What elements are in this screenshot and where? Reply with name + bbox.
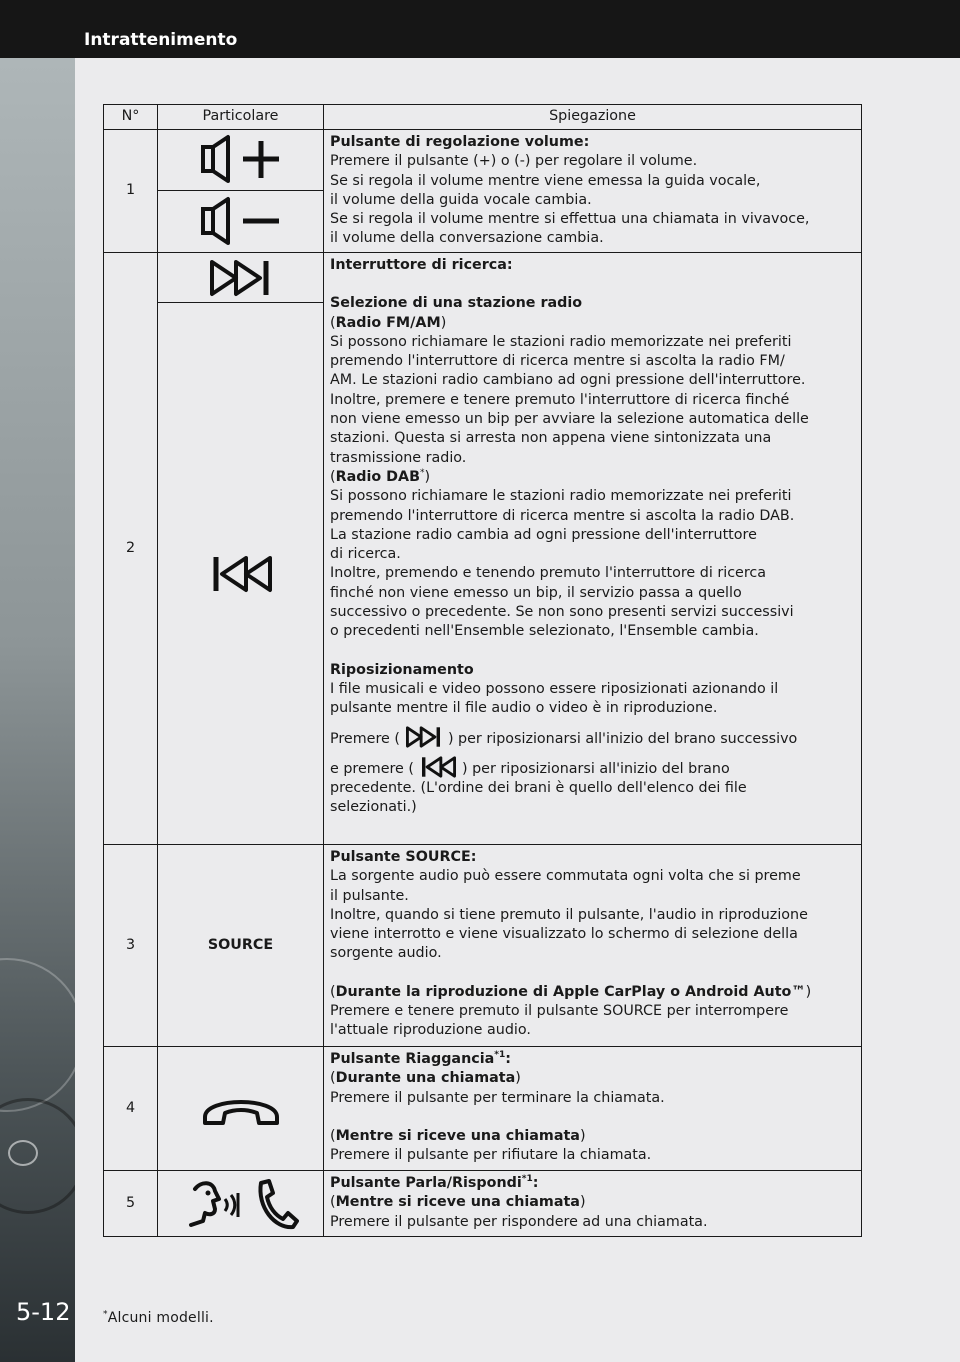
text-line: Pulsante di regolazione volume: [330, 134, 590, 150]
part-cell [158, 253, 324, 303]
row-number: 4 [104, 1047, 158, 1171]
text-line: sorgente audio. [330, 945, 442, 962]
text-line: Si possono richiamare le stazioni radio memorizzate nei preferiti [330, 488, 792, 505]
controls-table [103, 104, 862, 1237]
table-row [104, 1171, 862, 1237]
text-line: Pulsante Riaggancia$^{*1}$: [330, 1050, 511, 1067]
part-cell [158, 191, 324, 253]
sidebar-dashboard-image [0, 58, 75, 1362]
text-line: Premere ( ) per riposizionarsi all'inizio del brano successivo [330, 725, 857, 749]
row-number: 1 [104, 130, 158, 253]
answer-phone-icon [260, 1181, 297, 1227]
text-line: il volume della guida vocale cambia. [330, 191, 592, 208]
text-line: il volume della conversazione cambia. [330, 230, 604, 247]
talk-icon [191, 1183, 238, 1225]
table-row [104, 1047, 862, 1171]
section-title: Intrattenimento [84, 30, 238, 50]
text-line: La stazione radio cambia ad ogni pressione dell'interruttore [330, 526, 757, 543]
part-cell [158, 303, 324, 845]
text-line: o precedenti nell'Ensemble selezionato, l'Ensemble cambia. [330, 623, 759, 640]
text-line: il pulsante. [330, 887, 409, 904]
table-row [104, 845, 862, 1047]
explanation-cell [324, 845, 862, 1047]
spacer [330, 964, 857, 983]
talk-answer-icons [181, 1177, 301, 1231]
text-line: Inoltre, premere e tenere premuto l'interruttore di ricerca finché [330, 391, 790, 408]
table-row [104, 253, 862, 303]
footnote: *Alcuni modelli. [103, 1309, 214, 1326]
text-line: Inoltre, quando si tiene premuto il pulsante, l'audio in riproduzione [330, 906, 808, 923]
seek-forward-icon [206, 257, 276, 299]
text-line: La sorgente audio può essere commutata ogni volta che si preme [330, 868, 801, 885]
text-line: Riposizionamento [330, 661, 474, 678]
text-line: (Durante una chiamata) [330, 1070, 521, 1087]
text-line: I file musicali e video possono essere riposizionati azionando il [330, 680, 779, 697]
row-number: 2 [104, 253, 158, 845]
text-line: Pulsante Parla/Rispondi$^{*1}$: [330, 1174, 539, 1191]
gauge-graphic [0, 958, 75, 1112]
text-line: (Radio FM/AM) [330, 314, 447, 331]
text-line: e premere ( ) per riposizionarsi all'inizio del brano [330, 755, 857, 779]
explanation-cell [324, 1047, 862, 1171]
seek-backward-icon [206, 553, 276, 595]
text-line: premendo l'interruttore di ricerca mentre si ascolta la radio DAB. [330, 507, 795, 524]
text-line: (Mentre si riceve una chiamata) [330, 1194, 586, 1211]
text-line: Si possono richiamare le stazioni radio memorizzate nei preferiti [330, 333, 792, 350]
page-number: 5-12 [16, 1298, 71, 1326]
spacer [330, 275, 857, 294]
table-row [104, 130, 862, 191]
part-cell [158, 1171, 324, 1237]
brand-emblem-graphic [8, 1140, 38, 1166]
row-number: 5 [104, 1171, 158, 1237]
explanation-cell [324, 130, 862, 253]
text-line: Premere il pulsante per rispondere ad una chiamata. [330, 1213, 708, 1230]
text-line: (Radio DAB*) [330, 468, 431, 485]
row-number: 3 [104, 845, 158, 1047]
text-line: Pulsante SOURCE: [330, 849, 477, 865]
text-line: Premere il pulsante per rifiutare la chiamata. [330, 1147, 652, 1164]
text-line: pulsante mentre il file audio o video è in riproduzione. [330, 700, 718, 717]
text-line: stazioni. Questa si arresta non appena viene sintonizzata una [330, 430, 772, 447]
text-line: Premere e tenere premuto il pulsante SOURCE per interrompere [330, 1003, 789, 1020]
spacer [330, 642, 857, 661]
explanation-cell [324, 1171, 862, 1237]
text-line: Interruttore di ricerca: [330, 257, 513, 273]
text-line: Premere il pulsante (+) o (-) per regolare il volume. [330, 153, 698, 170]
text-line: selezionati.) [330, 799, 417, 816]
part-cell [158, 130, 324, 191]
part-cell [158, 1047, 324, 1171]
text-line: AM. Le stazioni radio cambiano ad ogni pressione dell'interruttore. [330, 372, 806, 389]
header-bar [0, 0, 960, 58]
text-line: di ricerca. [330, 546, 401, 563]
explanation-cell [324, 253, 862, 845]
column-header-explanation: Spiegazione [324, 105, 862, 130]
text-line: l'attuale riproduzione audio. [330, 1022, 531, 1039]
text-line: Premere il pulsante per terminare la chiamata. [330, 1089, 665, 1106]
text-line: premendo l'interruttore di ricerca mentre si ascolta la radio FM/ [330, 353, 785, 370]
seek-backward-icon [416, 755, 460, 779]
seek-forward-icon [402, 725, 446, 749]
text-line: Se si regola il volume mentre viene emessa la guida vocale, [330, 172, 761, 189]
text-line: viene interrotto e viene visualizzato lo schermo di selezione della [330, 926, 798, 943]
volume-down-icon [195, 196, 287, 248]
text-line: Selezione di una stazione radio [330, 295, 583, 312]
text-line: Se si regola il volume mentre si effettua una chiamata in vivavoce, [330, 211, 810, 228]
text-line: precedente. (L'ordine dei brani è quello dell'elenco dei file [330, 780, 747, 797]
spacer [330, 1108, 857, 1127]
text-line: finché non viene emesso un bip, il servizio passa a quello [330, 584, 742, 601]
text-line: successivo o precedente. Se non sono presenti servizi successivi [330, 604, 794, 621]
text-line: non viene emesso un bip per avviare la selezione automatica delle [330, 411, 809, 428]
volume-up-icon [195, 134, 287, 186]
source-button-label: SOURCE [158, 845, 324, 1047]
text-line: trasmissione radio. [330, 449, 467, 466]
text-line: (Mentre si riceve una chiamata) [330, 1127, 586, 1144]
column-header-part: Particolare [158, 105, 324, 130]
column-header-no: N° [104, 105, 158, 130]
text-line: Inoltre, premendo e tenendo premuto l'interruttore di ricerca [330, 565, 767, 582]
hang-up-icon [199, 1089, 283, 1129]
text-line: (Durante la riproduzione di Apple CarPlay o Android Auto™) [330, 983, 812, 1000]
table-header-row [104, 105, 862, 130]
